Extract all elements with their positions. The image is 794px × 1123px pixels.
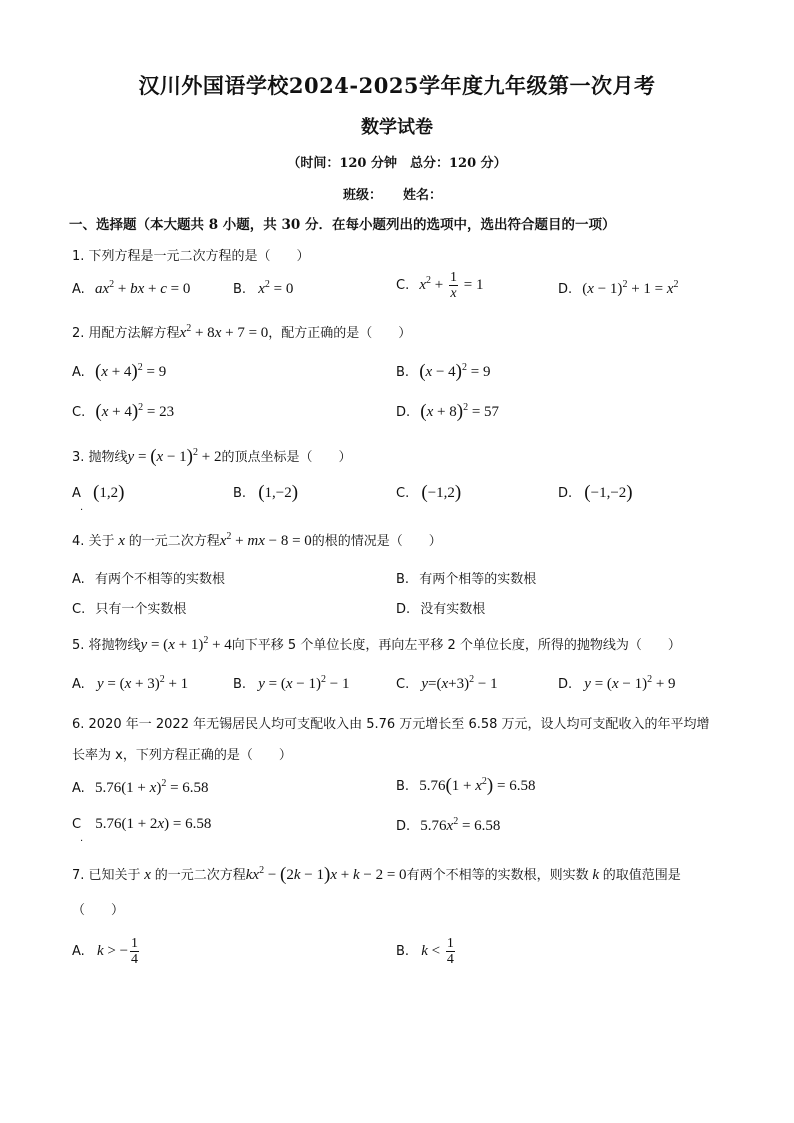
- question-4-option-d[interactable]: [396, 598, 485, 617]
- stem-text: 的一元二次方程: [154, 868, 246, 883]
- question-4-option-b[interactable]: [396, 568, 536, 587]
- question-6-option-c[interactable]: [72, 816, 211, 833]
- math-expression: $(x + 8)^2 = 57$: [420, 401, 500, 422]
- question-7-option-a[interactable]: [72, 936, 141, 967]
- math-expression: (1,−2): [258, 482, 299, 503]
- math-expression: $5.76(1 + x^2) = 6.58$: [419, 775, 536, 796]
- option-label: B.: [233, 677, 247, 692]
- math-expression: $(x - 1)^2 + 1 = x^2$: [582, 279, 679, 297]
- stray-dot: .: [80, 833, 84, 844]
- question-6-line-1: 6. 2020 年一 2022 年无锡居民人均可支配收入由 5.76 万元增长至 6.58 万元，设人均可支配收入的年平均增: [72, 717, 710, 732]
- math-expression: (1,2): [93, 482, 125, 503]
- stem-text: 4. 关于: [72, 534, 115, 549]
- question-5-option-a[interactable]: [72, 676, 188, 693]
- math-expression: $y=(x+3)^2 - 1$: [421, 674, 498, 692]
- option-label: B.: [396, 779, 410, 794]
- stem-text: 的取值范围是: [602, 868, 681, 883]
- stem-text: 有两个不相等的实数根，则实数: [406, 868, 589, 883]
- question-2-option-c[interactable]: [72, 401, 175, 422]
- math-expression: $5.76x^2 = 6.58$: [420, 816, 501, 834]
- option-label: B.: [396, 572, 410, 587]
- option-label: A.: [72, 572, 85, 587]
- question-2-stem: [72, 322, 411, 342]
- stray-dot: .: [80, 502, 84, 513]
- math-expression: 5.76(1 + 2x) = 6.58: [95, 816, 212, 832]
- option-label: A.: [72, 282, 85, 297]
- option-label: C.: [396, 677, 410, 692]
- question-1-option-a[interactable]: [72, 281, 190, 298]
- question-1-option-c[interactable]: [396, 270, 483, 301]
- math-expression: $y = (x - 1)^2 + 2$: [127, 446, 222, 467]
- option-label: D.: [558, 486, 573, 501]
- question-2-option-b[interactable]: [396, 361, 491, 382]
- exam-meta: （时间：120 分钟 总分：120 分）: [287, 156, 507, 171]
- question-1-stem: 1. 下列方程是一元二次方程的是（ ）: [72, 249, 310, 264]
- math-expression: $y = (x + 3)^2 + 1$: [96, 674, 189, 692]
- question-3-option-d[interactable]: [558, 482, 633, 503]
- option-label: A.: [72, 365, 85, 380]
- math-expression: $x^2$ + mx − 8 = 0: [219, 531, 312, 549]
- option-label: B.: [233, 486, 247, 501]
- stem-text: 的一元二次方程: [128, 534, 220, 549]
- math-expression: $kx^2 - (2k - 1)x + k - 2 = 0$: [245, 864, 407, 885]
- math-expression: k < $\frac{1}{4}$: [421, 936, 454, 967]
- question-4-option-c[interactable]: [72, 598, 186, 617]
- option-text: 有两个不相等的实数根: [94, 572, 225, 587]
- math-expression: $x^2 + 8x + 7 = 0$: [179, 323, 269, 341]
- math-expression: $y = (x - 1)^2 - 1$: [258, 674, 350, 692]
- option-label: C: [72, 817, 82, 832]
- question-4-stem: [72, 530, 442, 550]
- stem-text: ，配方正确的是（ ）: [268, 326, 412, 341]
- math-expression: $5.76(1 + x)^2 = 6.58$: [94, 778, 209, 796]
- stem-text: 2. 用配方法解方程: [72, 326, 180, 341]
- math-expression: $(x - 4)^2 = 9$: [419, 361, 491, 382]
- exam-title: 汉川外国语学校2024-2025学年度九年级第一次月考: [138, 73, 656, 98]
- question-1-option-b[interactable]: [233, 281, 293, 298]
- question-7-stem: [72, 864, 681, 884]
- option-label: A: [72, 486, 81, 501]
- option-label: C.: [72, 405, 86, 420]
- option-label: D.: [558, 282, 573, 297]
- option-text: 没有实数根: [420, 602, 486, 617]
- question-7-line-2: （ ）: [72, 903, 125, 918]
- question-6-option-b[interactable]: [396, 775, 536, 796]
- math-expression: (−1,−2): [584, 482, 633, 503]
- option-label: D.: [396, 819, 411, 834]
- question-3-option-c[interactable]: [396, 482, 462, 503]
- stem-text: 的顶点坐标是（ ）: [221, 450, 352, 465]
- math-expression: k: [592, 867, 599, 883]
- stem-text: 3. 抛物线: [72, 450, 128, 465]
- question-1-option-d[interactable]: [558, 281, 679, 298]
- math-expression: $ax^2$ + bx + c = 0: [94, 279, 191, 297]
- question-5-stem: [72, 634, 681, 654]
- math-expression: $x^2 = 0$: [258, 279, 294, 297]
- option-label: D.: [396, 602, 411, 617]
- class-label: 班级：: [343, 188, 383, 203]
- question-2-option-d[interactable]: [396, 401, 500, 422]
- question-6-option-a[interactable]: [72, 780, 209, 797]
- exam-subtitle: 数学试卷: [361, 117, 433, 138]
- option-label: C.: [396, 277, 410, 293]
- question-6-line-2: 长率为 x，下列方程正确的是（ ）: [72, 748, 292, 763]
- option-label: A.: [72, 943, 85, 959]
- math-expression: $(x + 4)^2 = 9$: [94, 361, 167, 382]
- question-5-option-b[interactable]: [233, 676, 349, 693]
- math-expression: (−1,2): [421, 482, 462, 503]
- math-expression: $(x + 4)^2 = 23$: [95, 401, 175, 422]
- stem-text: 5. 将抛物线: [72, 638, 141, 653]
- option-text: 只有一个实数根: [95, 602, 187, 617]
- question-6-option-d[interactable]: [396, 818, 500, 835]
- option-label: C.: [396, 486, 410, 501]
- question-4-option-a[interactable]: [72, 568, 225, 587]
- option-label: D.: [558, 677, 573, 692]
- math-expression: x: [144, 867, 151, 883]
- question-2-option-a[interactable]: [72, 361, 167, 382]
- section-title: 一、选择题（本大题共 8 小题，共 30 分．在每小题列出的选项中，选出符合题目的一项）: [69, 217, 616, 233]
- math-expression: $x^2$ + $\frac{1}{x}$ = 1: [419, 270, 484, 301]
- option-label: B.: [396, 943, 410, 959]
- math-expression: $y = (x + 1)^2 + 4$: [140, 635, 232, 653]
- math-expression: x: [118, 533, 125, 549]
- math-expression: $y = (x - 1)^2 + 9$: [584, 674, 676, 692]
- stem-text: 的根的情况是（ ）: [311, 534, 442, 549]
- question-3-option-b[interactable]: [233, 482, 299, 503]
- math-expression: k > − $\frac{1}{4}$: [96, 936, 139, 967]
- option-label: D.: [396, 405, 411, 420]
- option-label: B.: [396, 365, 410, 380]
- option-label: A.: [72, 781, 85, 796]
- stem-text: 7. 已知关于: [72, 868, 141, 883]
- option-text: 有两个相等的实数根: [419, 572, 537, 587]
- option-label: B.: [233, 282, 247, 297]
- question-5-option-d[interactable]: [558, 676, 676, 693]
- question-5-option-c[interactable]: [396, 676, 498, 693]
- name-label: 姓名：: [403, 188, 443, 203]
- stem-text: 向下平移 5 个单位长度，再向左平移 2 个单位长度，所得的抛物线为（ ）: [231, 638, 681, 653]
- question-3-option-a[interactable]: [72, 482, 125, 503]
- option-label: C.: [72, 602, 86, 617]
- option-label: A.: [72, 677, 85, 692]
- question-3-stem: [72, 446, 351, 466]
- question-7-option-b[interactable]: [396, 936, 457, 967]
